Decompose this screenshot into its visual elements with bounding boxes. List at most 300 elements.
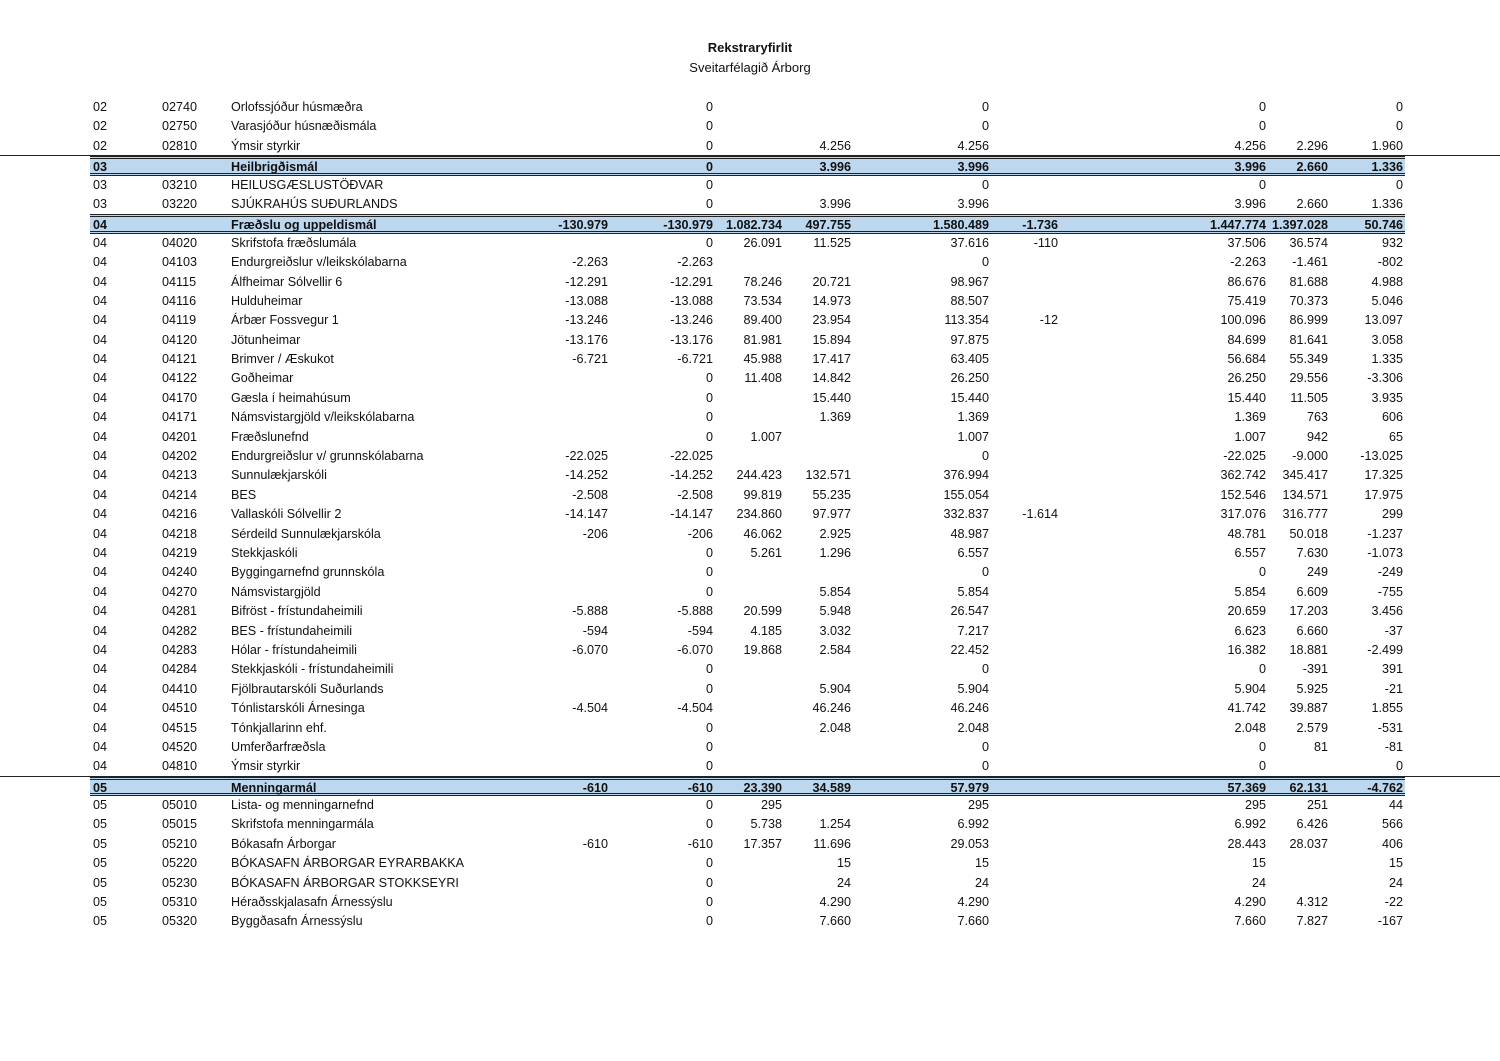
col-variance: 0 (1395, 119, 1403, 134)
col-budget: 2.579 (1296, 720, 1328, 735)
col-total-costs: 7.660 (957, 914, 989, 929)
col-revenue: -4.504 (572, 701, 608, 716)
account-name: BÓKASAFN ÁRBORGAR STOKKSEYRI (231, 875, 459, 890)
group-code: 04 (93, 701, 108, 716)
col-net-revenue: -4.504 (677, 701, 713, 716)
col-other-costs: 14.973 (812, 293, 851, 308)
col-budget: 249 (1306, 565, 1328, 580)
col-salaries: 45.988 (743, 352, 782, 367)
col-other-costs: 3.996 (819, 196, 851, 211)
col-revenue: -130.979 (558, 218, 608, 233)
table-row (0, 525, 1500, 544)
account-name: Byggingarnefnd grunnskóla (231, 565, 385, 580)
col-variance: 299 (1381, 507, 1403, 522)
col-net-result: 1.447.774 (1209, 218, 1266, 233)
col-budget: -391 (1302, 662, 1328, 677)
page-subtitle: Sveitarfélagið Árborg (689, 60, 811, 75)
table-row (0, 719, 1500, 738)
account-code: 04283 (162, 642, 198, 657)
col-net-revenue: -130.979 (663, 218, 713, 233)
col-variance: 1.335 (1371, 352, 1403, 367)
col-net-revenue: 0 (705, 390, 713, 405)
col-variance: 0 (1395, 100, 1403, 114)
group-code: 05 (93, 856, 108, 871)
col-salaries: 73.534 (743, 293, 782, 308)
col-salaries: 20.599 (743, 604, 782, 619)
col-other-costs: 5.948 (819, 604, 851, 619)
col-salaries: 99.819 (743, 487, 782, 502)
account-name: Sunnulækjarskóli (231, 468, 327, 483)
table-row (0, 738, 1500, 757)
table-row (0, 98, 1500, 117)
group-code: 05 (93, 798, 108, 813)
col-total-costs: 3.996 (957, 160, 989, 175)
col-net-result: 5.854 (1234, 584, 1266, 599)
group-code: 02 (93, 119, 108, 134)
col-variance: 50.746 (1364, 218, 1403, 233)
account-code: 04121 (162, 352, 198, 367)
col-revenue: -594 (582, 623, 608, 638)
col-net-revenue: -2.263 (677, 255, 713, 270)
col-net-revenue: 0 (705, 565, 713, 580)
col-total-costs: 48.987 (950, 526, 989, 541)
col-revenue: -206 (582, 526, 608, 541)
col-internal: -1.736 (1022, 218, 1058, 233)
account-code: 02810 (162, 138, 198, 153)
account-name: Skrifstofa fræðslumála (231, 235, 357, 250)
col-total-costs: 5.904 (957, 681, 989, 696)
account-name: Brimver / Æskukot (231, 352, 334, 367)
col-variance: -21 (1384, 681, 1403, 696)
col-salaries: 244.423 (736, 468, 782, 483)
col-net-revenue: -6.721 (677, 352, 713, 367)
col-variance: -2.499 (1367, 642, 1403, 657)
group-code: 04 (93, 235, 108, 250)
table-row (0, 176, 1500, 195)
col-budget: 81 (1313, 739, 1328, 754)
col-revenue: -13.176 (565, 332, 608, 347)
col-total-costs: 26.547 (950, 604, 989, 619)
col-net-revenue: -14.252 (670, 468, 713, 483)
col-net-result: 5.904 (1234, 681, 1266, 696)
table-row (0, 583, 1500, 602)
col-revenue: -14.147 (565, 507, 608, 522)
col-budget: 50.018 (1289, 526, 1328, 541)
group-code: 05 (93, 836, 108, 851)
account-name: SJÚKRAHÚS SUÐURLANDS (231, 196, 398, 211)
account-name: Fjölbrautarskóli Suðurlands (231, 681, 384, 696)
page-title: Rekstraryfirlit (707, 40, 793, 55)
col-variance: -1.073 (1367, 545, 1403, 560)
table-row (0, 893, 1500, 912)
account-code: 05015 (162, 817, 198, 832)
group-code: 03 (93, 177, 108, 192)
col-salaries: 5.738 (750, 817, 782, 832)
table-row (0, 796, 1500, 815)
col-other-costs: 11.696 (813, 836, 851, 851)
col-other-costs: 46.246 (812, 701, 851, 716)
col-other-costs: 1.369 (819, 410, 851, 425)
col-total-costs: 37.616 (950, 235, 989, 250)
col-other-costs: 1.296 (819, 545, 851, 560)
account-name: Fræðslu og uppeldismál (231, 218, 377, 233)
account-code: 04103 (162, 255, 198, 270)
group-code: 04 (93, 526, 108, 541)
col-variance: -1.237 (1367, 526, 1403, 541)
col-net-revenue: -6.070 (677, 642, 713, 657)
col-total-costs: 4.256 (957, 138, 989, 153)
col-variance: -4.762 (1367, 780, 1403, 795)
col-net-result: 2.048 (1234, 720, 1266, 735)
col-total-costs: 1.369 (957, 410, 989, 425)
col-budget: 134.571 (1282, 487, 1328, 502)
col-net-revenue: -2.508 (677, 487, 713, 502)
col-net-result: 1.369 (1234, 410, 1266, 425)
account-code: 04281 (162, 604, 198, 619)
col-net-result: 28.443 (1227, 836, 1266, 851)
col-variance: -249 (1377, 565, 1403, 580)
col-other-costs: 24 (836, 875, 851, 890)
col-budget: 29.556 (1289, 371, 1328, 386)
group-code: 04 (93, 487, 108, 502)
col-salaries: 17.357 (743, 836, 782, 851)
col-net-result: 7.660 (1234, 914, 1266, 929)
account-code: 04020 (162, 235, 198, 250)
table-row (0, 641, 1500, 660)
col-net-revenue: 0 (705, 429, 713, 444)
col-net-revenue: -5.888 (677, 604, 713, 619)
col-variance: -3.306 (1367, 371, 1403, 386)
col-net-result: 24 (1251, 875, 1266, 890)
table-row (0, 486, 1500, 505)
col-net-revenue: 0 (705, 856, 713, 871)
account-code: 05310 (162, 895, 198, 910)
col-net-revenue: -610 (687, 780, 713, 795)
col-budget: 1.397.028 (1271, 218, 1328, 233)
col-revenue: -2.263 (572, 255, 608, 270)
col-other-costs: 11.525 (813, 235, 851, 250)
account-code: 04520 (162, 739, 198, 754)
group-code: 05 (93, 817, 108, 832)
account-code: 04119 (162, 313, 197, 328)
group-code: 04 (93, 449, 108, 464)
account-code: 04219 (162, 545, 198, 560)
table-row (0, 757, 1500, 776)
table-row (0, 369, 1500, 388)
account-name: Gæsla í heimahúsum (231, 390, 351, 405)
col-revenue: -13.088 (565, 293, 608, 308)
col-variance: -37 (1384, 623, 1403, 638)
col-budget: 6.660 (1296, 623, 1328, 638)
col-net-revenue: -13.176 (670, 332, 713, 347)
table-row (0, 253, 1500, 272)
account-code: 04214 (162, 487, 198, 502)
table-row (0, 622, 1500, 641)
group-code: 04 (93, 604, 108, 619)
account-name: Vallaskóli Sólvellir 2 (231, 507, 342, 522)
group-code: 04 (93, 623, 108, 638)
col-budget: 62.131 (1289, 780, 1328, 795)
col-total-costs: 332.837 (943, 507, 989, 522)
col-variance: 391 (1381, 662, 1403, 677)
col-total-costs: 0 (981, 759, 989, 774)
col-other-costs: 4.290 (819, 895, 851, 910)
account-code: 04810 (162, 759, 198, 774)
col-variance: 4.988 (1371, 274, 1403, 289)
col-budget: 7.630 (1296, 545, 1328, 560)
col-total-costs: 15 (974, 856, 989, 871)
account-code: 04202 (162, 449, 198, 464)
col-net-result: 0 (1258, 739, 1266, 754)
table-row (0, 137, 1500, 156)
col-net-result: 86.676 (1227, 274, 1266, 289)
col-salaries: 81.981 (743, 332, 782, 347)
col-salaries: 19.868 (743, 642, 782, 657)
account-name: Goðheimar (231, 371, 294, 386)
col-net-revenue: -13.088 (670, 293, 713, 308)
col-total-costs: 97.875 (950, 332, 989, 347)
col-budget: -9.000 (1292, 449, 1328, 464)
account-code: 05320 (162, 914, 198, 929)
account-name: Tónkjallarinn ehf. (231, 720, 327, 735)
col-variance: 17.975 (1364, 487, 1403, 502)
col-other-costs: 20.721 (812, 274, 851, 289)
col-net-result: 75.419 (1227, 293, 1266, 308)
col-variance: 932 (1381, 235, 1403, 250)
account-name: Skrifstofa menningarmála (231, 817, 374, 832)
group-code: 04 (93, 332, 108, 347)
col-budget: 81.688 (1289, 274, 1328, 289)
col-variance: 406 (1381, 836, 1403, 851)
col-total-costs: 6.992 (957, 817, 989, 832)
col-variance: 1.336 (1371, 196, 1403, 211)
col-variance: -167 (1377, 914, 1403, 929)
col-net-revenue: 0 (705, 817, 713, 832)
col-net-result: 4.290 (1234, 895, 1266, 910)
col-other-costs: 132.571 (805, 468, 851, 483)
col-total-costs: 0 (981, 119, 989, 134)
col-net-result: 3.996 (1234, 160, 1266, 175)
group-code: 04 (93, 584, 108, 599)
col-net-revenue: -12.291 (670, 274, 713, 289)
col-variance: -13.025 (1360, 449, 1403, 464)
account-code: 04213 (162, 468, 198, 483)
col-budget: 36.574 (1289, 235, 1328, 250)
col-budget: 251 (1306, 798, 1328, 813)
account-name: Námsvistargjöld v/leikskólabarna (231, 410, 415, 425)
account-name: Varasjóður húsnæðismála (231, 119, 377, 134)
col-budget: 4.312 (1296, 895, 1328, 910)
col-internal: -12 (1039, 313, 1058, 328)
account-code: 05220 (162, 856, 198, 871)
col-variance: 3.456 (1371, 604, 1403, 619)
account-name: Endurgreiðslur v/leikskólabarna (231, 255, 407, 270)
account-code: 04170 (162, 390, 198, 405)
col-budget: 2.296 (1296, 138, 1328, 153)
col-net-revenue: 0 (705, 410, 713, 425)
col-total-costs: 0 (981, 662, 989, 677)
table-row (0, 428, 1500, 447)
account-name: Stekkjaskóli - frístundaheimili (231, 662, 394, 677)
table-row (0, 331, 1500, 350)
col-net-revenue: 0 (705, 798, 713, 813)
group-code: 04 (93, 507, 108, 522)
col-total-costs: 2.048 (957, 720, 989, 735)
account-name: BES (231, 487, 257, 502)
table-row (0, 273, 1500, 292)
col-net-result: 6.623 (1234, 623, 1266, 638)
col-net-revenue: 0 (705, 371, 713, 386)
col-net-revenue: 0 (705, 739, 713, 754)
group-code: 04 (93, 720, 108, 735)
col-net-result: 56.684 (1227, 352, 1266, 367)
col-budget: 70.373 (1289, 293, 1328, 308)
col-net-result: 48.781 (1227, 526, 1266, 541)
col-other-costs: 2.048 (819, 720, 851, 735)
col-budget: 345.417 (1282, 468, 1328, 483)
col-budget: 2.660 (1296, 160, 1328, 175)
col-net-result: 6.992 (1234, 817, 1266, 832)
group-code: 04 (93, 681, 108, 696)
table-row (0, 234, 1500, 253)
col-total-costs: 113.354 (944, 313, 989, 328)
account-code: 04515 (162, 720, 198, 735)
col-net-result: 3.996 (1234, 196, 1266, 211)
account-code: 04510 (162, 701, 198, 716)
col-other-costs: 497.755 (805, 218, 851, 233)
col-variance: -531 (1377, 720, 1403, 735)
account-name: Menningarmál (231, 780, 317, 795)
col-variance: 566 (1381, 817, 1403, 832)
group-code: 05 (93, 914, 108, 929)
account-code: 04201 (162, 429, 198, 444)
col-total-costs: 0 (981, 255, 989, 270)
col-net-revenue: 0 (705, 545, 713, 560)
account-code: 04116 (162, 293, 197, 308)
col-other-costs: 5.904 (819, 681, 851, 696)
account-name: Hulduheimar (231, 293, 303, 308)
col-total-costs: 1.580.489 (932, 218, 989, 233)
col-net-revenue: 0 (705, 160, 713, 175)
account-code: 04410 (162, 681, 198, 696)
col-salaries: 295 (760, 798, 782, 813)
table-row (0, 660, 1500, 679)
col-net-result: 0 (1258, 119, 1266, 134)
col-total-costs: 7.217 (957, 623, 989, 638)
account-code: 04218 (162, 526, 198, 541)
group-code: 03 (93, 160, 108, 175)
account-name: Fræðslunefnd (231, 429, 309, 444)
col-salaries: 11.408 (744, 371, 782, 386)
col-net-revenue: 0 (705, 662, 713, 677)
account-name: Tónlistarskóli Árnesinga (231, 701, 365, 716)
col-variance: 13.097 (1364, 313, 1403, 328)
col-net-result: 0 (1258, 565, 1266, 580)
account-name: Endurgreiðslur v/ grunnskólabarna (231, 449, 424, 464)
report-table (0, 98, 1500, 932)
col-budget: 11.505 (1290, 390, 1328, 405)
col-revenue: -14.252 (565, 468, 608, 483)
account-code: 04216 (162, 507, 198, 522)
account-name: Orlofssjóður húsmæðra (231, 100, 363, 114)
col-net-result: 362.742 (1220, 468, 1266, 483)
account-code: 05210 (162, 836, 198, 851)
col-salaries: 23.390 (743, 780, 782, 795)
table-row (0, 854, 1500, 873)
account-code: 04171 (162, 410, 198, 425)
col-budget: 17.203 (1289, 604, 1328, 619)
col-total-costs: 0 (981, 100, 989, 114)
col-net-result: 16.382 (1227, 642, 1266, 657)
col-net-revenue: 0 (705, 875, 713, 890)
table-row (0, 835, 1500, 854)
account-name: Bókasafn Árborgar (231, 836, 337, 851)
col-net-result: 0 (1258, 100, 1266, 114)
col-revenue: -13.246 (565, 313, 608, 328)
table-row (0, 699, 1500, 718)
col-total-costs: 5.854 (957, 584, 989, 599)
col-variance: 24 (1388, 875, 1403, 890)
group-code: 05 (93, 780, 108, 795)
col-salaries: 46.062 (743, 526, 782, 541)
col-budget: 55.349 (1289, 352, 1328, 367)
group-code: 03 (93, 196, 108, 211)
col-net-revenue: 0 (705, 196, 713, 211)
col-other-costs: 5.854 (819, 584, 851, 599)
account-name: Ýmsir styrkir (231, 759, 301, 774)
col-other-costs: 97.977 (812, 507, 851, 522)
col-budget: 316.777 (1282, 507, 1328, 522)
group-code: 04 (93, 429, 108, 444)
col-total-costs: 15.440 (950, 390, 989, 405)
col-total-costs: 1.007 (957, 429, 989, 444)
col-other-costs: 7.660 (819, 914, 851, 929)
col-total-costs: 98.967 (950, 274, 989, 289)
col-net-revenue: -206 (687, 526, 713, 541)
account-code: 03220 (162, 196, 198, 211)
col-revenue: -610 (582, 836, 608, 851)
col-net-revenue: 0 (705, 759, 713, 774)
group-code: 04 (93, 739, 108, 754)
group-code: 04 (93, 565, 108, 580)
table-summary-row (90, 777, 1405, 796)
col-salaries: 89.400 (743, 313, 782, 328)
col-revenue: -6.721 (572, 352, 608, 367)
col-variance: 1.960 (1371, 138, 1403, 153)
group-code: 02 (93, 100, 108, 114)
col-other-costs: 14.842 (812, 371, 851, 386)
table-row (0, 447, 1500, 466)
col-variance: 5.046 (1371, 293, 1403, 308)
col-variance: 1.336 (1371, 160, 1403, 175)
col-budget: 28.037 (1289, 836, 1328, 851)
table-row (0, 602, 1500, 621)
col-internal: -1.614 (1022, 507, 1058, 522)
table-row (0, 195, 1500, 214)
col-total-costs: 57.979 (950, 780, 989, 795)
col-net-result: 295 (1244, 798, 1266, 813)
col-other-costs: 17.417 (812, 352, 851, 367)
col-net-revenue: 0 (705, 681, 713, 696)
col-net-revenue: 0 (705, 235, 713, 250)
col-other-costs: 1.254 (819, 817, 851, 832)
table-row (0, 912, 1500, 931)
account-name: Stekkjaskóli (231, 545, 298, 560)
group-code: 02 (93, 138, 108, 153)
group-code: 04 (93, 545, 108, 560)
col-revenue: -610 (582, 780, 608, 795)
group-code: 04 (93, 218, 108, 233)
